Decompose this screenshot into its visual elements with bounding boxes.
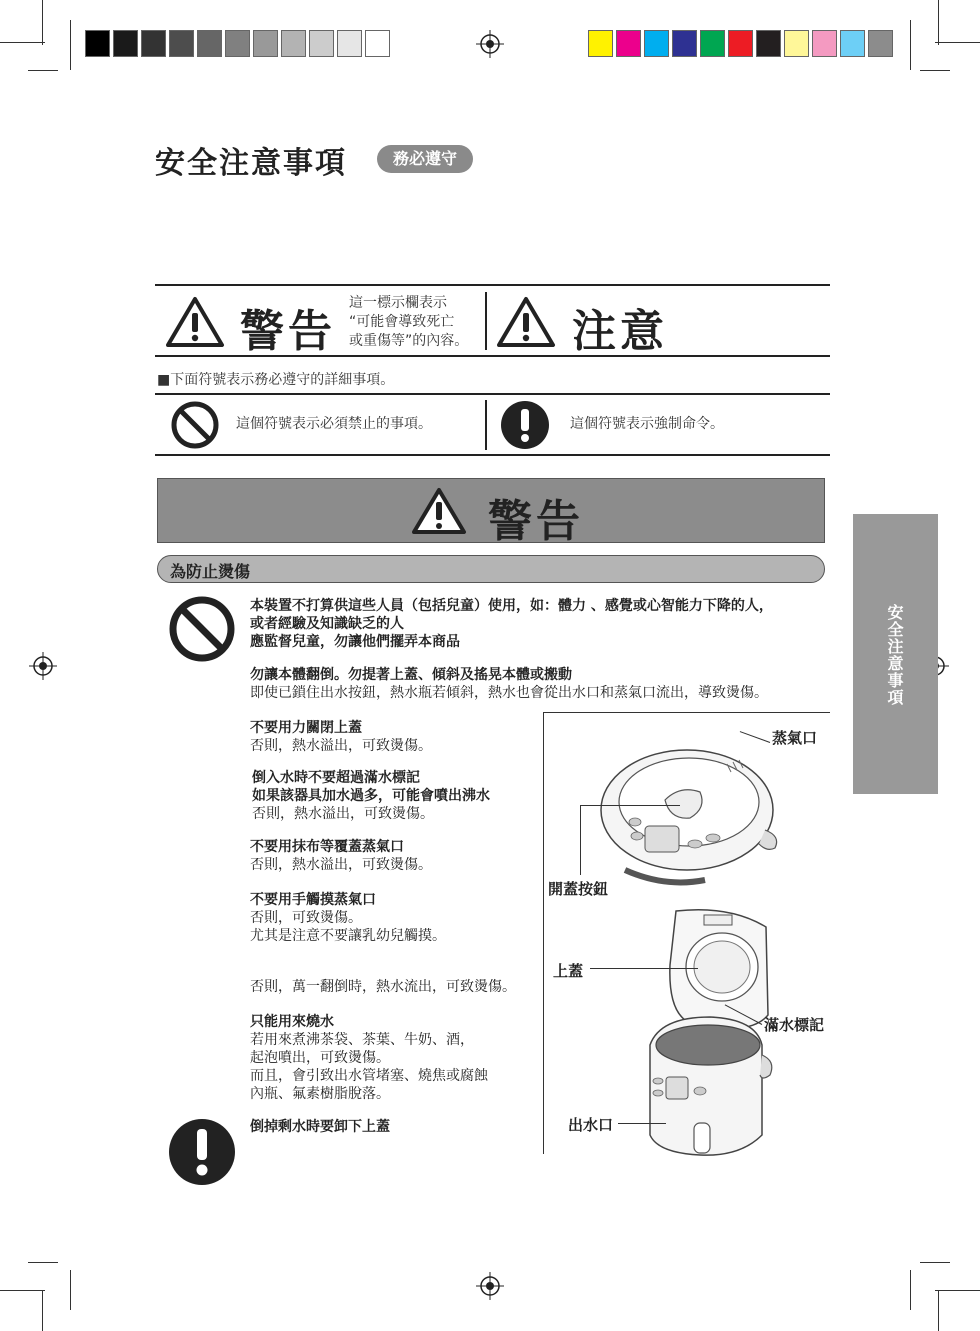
label-full-water-mark: 滿水標記 bbox=[764, 1016, 825, 1034]
gray-swatch bbox=[197, 30, 222, 57]
registration-mark-icon bbox=[29, 652, 57, 680]
symbols-intro: ■下面符號表示務必遵守的詳細事項。 bbox=[157, 372, 395, 388]
pot-top-illustration bbox=[595, 740, 795, 890]
gray-swatch bbox=[113, 30, 138, 57]
process-swatch bbox=[840, 30, 865, 57]
process-swatch bbox=[700, 30, 725, 57]
label-lid-button: 開蓋按鈕 bbox=[548, 880, 609, 898]
mandatory-description: 這個符號表示強制命令。 bbox=[570, 416, 724, 432]
mandatory-icon bbox=[500, 400, 550, 450]
item-4: 倒入水時不要超過滿水標記 如果該器具加水過多，可能會噴出沸水 否則，熱水溢出，可致燙傷。 bbox=[252, 770, 490, 822]
label-lid: 上蓋 bbox=[553, 962, 584, 980]
registration-mark-icon bbox=[476, 1272, 504, 1300]
caution-word: 注意 bbox=[572, 306, 668, 357]
gray-swatch bbox=[169, 30, 194, 57]
banner-warning-word: 警告 bbox=[488, 496, 584, 547]
gray-swatch bbox=[141, 30, 166, 57]
item-2: 勿讓本體翻倒。勿提著上蓋、傾斜及搖晃本體或搬動 即使已鎖住出水按鈕，熱水瓶若傾斜，熱水也會從出水口和蒸氣口流出，導致燙傷。 bbox=[250, 667, 768, 701]
item-6: 不要用手觸摸蒸氣口 否則，可致燙傷。 尤其是注意不要讓乳幼兒觸摸。 bbox=[250, 892, 446, 944]
item-3: 不要用力關閉上蓋 否則，熱水溢出，可致燙傷。 bbox=[250, 720, 432, 754]
item-7: 否則，萬一翻倒時，熱水流出，可致燙傷。 bbox=[250, 979, 516, 995]
process-swatch bbox=[672, 30, 697, 57]
prohibited-icon bbox=[168, 595, 236, 663]
mandatory-icon bbox=[168, 1118, 236, 1186]
must-follow-badge: 務必遵守 bbox=[377, 145, 473, 173]
label-steam-vent: 蒸氣口 bbox=[772, 729, 818, 747]
label-spout: 出水口 bbox=[568, 1116, 614, 1134]
warning-description: 這一標示欄表示 “可能會導致死亡 或重傷等”的內容。 bbox=[349, 295, 469, 349]
gray-swatch bbox=[85, 30, 110, 57]
section-bar bbox=[157, 555, 825, 583]
side-tab-label: 安全注意事項 bbox=[885, 604, 904, 706]
caution-triangle-icon bbox=[496, 296, 556, 348]
item-9: 倒掉剩水時要卸下上蓋 bbox=[250, 1119, 390, 1135]
gray-swatch bbox=[365, 30, 390, 57]
section-title: 為防止燙傷 bbox=[170, 562, 251, 581]
gray-swatch bbox=[309, 30, 334, 57]
item-1: 本裝置不打算供這些人員（包括兒童）使用，如：體力 、感覺或心智能力下降的人， 或者經驗及知識缺乏的人 應監督兒童，勿讓他們擺弄本商品 bbox=[250, 598, 773, 650]
gray-swatch bbox=[337, 30, 362, 57]
item-5: 不要用抹布等覆蓋蒸氣口 否則，熱水溢出，可致燙傷。 bbox=[250, 839, 432, 873]
gray-swatch bbox=[253, 30, 278, 57]
process-swatch bbox=[784, 30, 809, 57]
process-swatch bbox=[616, 30, 641, 57]
gray-swatch bbox=[281, 30, 306, 57]
process-swatch bbox=[644, 30, 669, 57]
registration-mark-icon bbox=[476, 30, 504, 58]
process-swatch bbox=[812, 30, 837, 57]
warning-triangle-icon bbox=[411, 487, 467, 535]
process-swatch bbox=[756, 30, 781, 57]
warning-banner bbox=[157, 478, 825, 547]
prohibited-description: 這個符號表示必須禁止的事項。 bbox=[236, 416, 432, 432]
prohibited-icon bbox=[170, 400, 220, 450]
side-tab bbox=[853, 514, 938, 794]
gray-swatch bbox=[225, 30, 250, 57]
pot-open-illustration bbox=[630, 905, 780, 1170]
warning-word: 警告 bbox=[240, 306, 336, 357]
item-8: 只能用來燒水 若用來煮沸茶袋、茶葉、牛奶、酒， 起泡噴出，可致燙傷。 而且，會引致出水管堵塞、燒焦或腐蝕 內瓶、氟素樹脂脫落。 bbox=[250, 1014, 488, 1102]
process-swatch bbox=[728, 30, 753, 57]
process-swatch bbox=[588, 30, 613, 57]
process-swatch bbox=[868, 30, 893, 57]
warning-triangle-icon bbox=[165, 296, 225, 348]
page-title: 安全注意事項 bbox=[155, 146, 347, 181]
